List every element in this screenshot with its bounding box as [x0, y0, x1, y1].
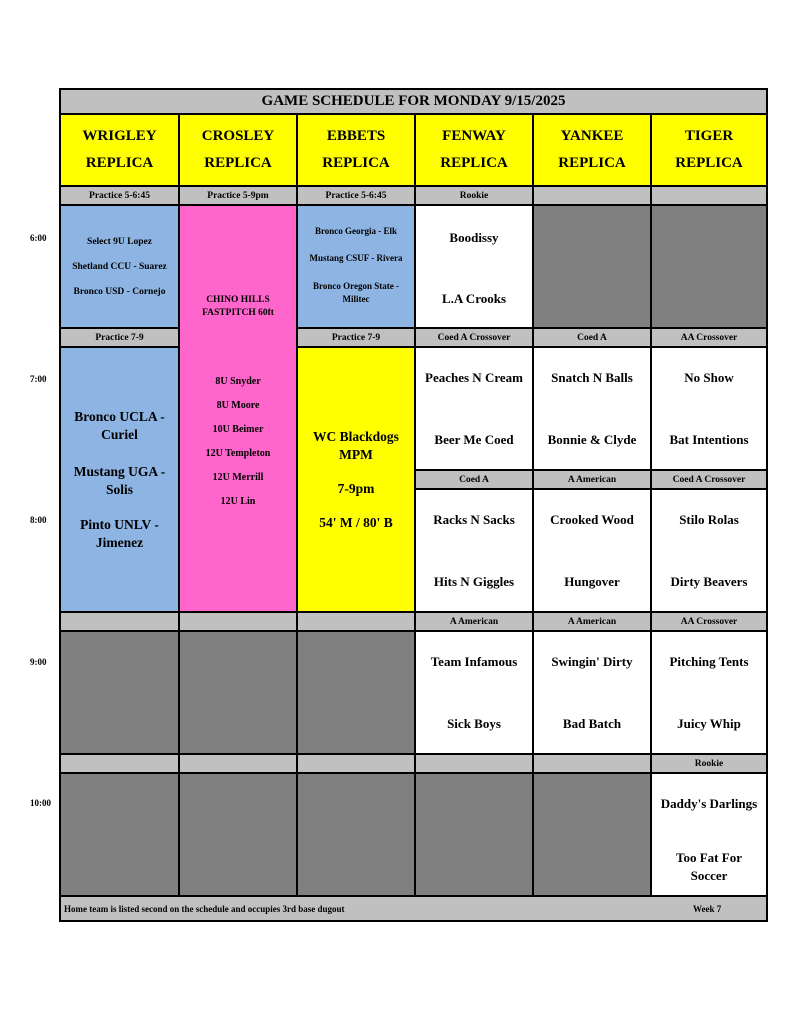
fenway-game-9 [415, 631, 533, 754]
visitor-team: No Show [684, 370, 734, 385]
slot-label: Coed A [415, 470, 533, 489]
home-team: Sick Boys [447, 716, 501, 731]
schedule-footer [60, 896, 767, 921]
time-label-6: 6:00 [30, 233, 47, 243]
team-entry: 12U Merrill [212, 472, 264, 483]
home-team: Bad Batch [562, 716, 622, 731]
field-sub: REPLICA [85, 155, 154, 171]
time-label-8: 8:00 [30, 515, 47, 525]
home-team: Juicy Whip [677, 716, 741, 731]
field-name: WRIGLEY [82, 128, 157, 144]
empty-slot [179, 631, 297, 754]
visitor-team: Team Infamous [430, 654, 518, 669]
empty-slot [179, 773, 297, 896]
team-entry: 12U Lin [220, 496, 256, 507]
yankee-game-7 [533, 347, 651, 470]
time-label-9: 9:00 [30, 657, 47, 667]
slot-label [297, 612, 415, 631]
slot-label [60, 612, 179, 631]
slot-label: AA Crossover [651, 328, 767, 347]
wrigley-practice-block-2 [60, 347, 179, 612]
empty-slot [297, 631, 415, 754]
home-team: Dirty Beavers [670, 574, 748, 589]
team-entry: Shetland CCU - Suarez [72, 261, 167, 272]
field-header-tiger [651, 114, 767, 186]
slot-label: Practice 7-9 [60, 328, 179, 347]
field-header-fenway [415, 114, 533, 186]
visitor-team: Racks N Sacks [433, 512, 515, 527]
time-range: 7-9pm [337, 481, 375, 496]
team-entry: Mustang CSUF - Rivera [309, 253, 403, 263]
field-sub: REPLICA [558, 155, 626, 171]
schedule-title: GAME SCHEDULE FOR MONDAY 9/15/2025 [60, 89, 767, 114]
slot-label: Rookie [651, 754, 767, 773]
slot-label [651, 186, 767, 205]
tiger-game-8 [651, 489, 767, 612]
team-entry: WC Blackdogs MPM [313, 429, 399, 462]
team-entry: Bronco Oregon State - Militec [313, 281, 399, 304]
field-sub: REPLICA [204, 155, 272, 171]
home-team: Hungover [564, 574, 620, 589]
fenway-game-7 [415, 347, 533, 470]
team-entry: Bronco USD - Cornejo [73, 286, 166, 297]
field-sub: REPLICA [322, 155, 390, 171]
slot-label: Coed A Crossover [415, 328, 533, 347]
field-name: FENWAY [442, 128, 506, 144]
slot-label [179, 612, 297, 631]
field-header-crosley [179, 114, 297, 186]
slot-label [297, 754, 415, 773]
home-team: Bonnie & Clyde [547, 432, 637, 447]
slot-label: Practice 5-6:45 [297, 186, 415, 205]
field-header-wrigley [60, 114, 179, 186]
visitor-team: Pitching Tents [669, 654, 749, 669]
fastpitch-title: CHINO HILLS FASTPITCH 60ft [202, 295, 274, 318]
empty-slot [60, 773, 179, 896]
field-dimensions: 54' M / 80' B [319, 515, 393, 530]
team-entry: Bronco Georgia - Elk [314, 226, 398, 236]
ebbets-practice-block [297, 205, 415, 328]
yankee-game-9 [533, 631, 651, 754]
home-team: L.A Crooks [441, 291, 507, 306]
team-entry: 8U Snyder [215, 376, 261, 387]
slot-label: Practice 5-9pm [179, 186, 297, 205]
slot-label [415, 754, 533, 773]
visitor-team: Boodissy [449, 230, 499, 245]
tiger-game-10 [651, 773, 767, 896]
field-name: CROSLEY [201, 128, 275, 144]
tiger-game-9 [651, 631, 767, 754]
visitor-team: Swingin' Dirty [551, 654, 633, 669]
team-entry: Bronco UCLA - Curiel [74, 409, 165, 442]
footer-note: Home team is listed second on the schedule and occupies 3rd base dugout [64, 904, 345, 914]
home-team: Beer Me Coed [434, 432, 514, 447]
field-name: YANKEE [560, 128, 624, 144]
slot-label: Coed A [533, 328, 651, 347]
slot-label: Practice 7-9 [297, 328, 415, 347]
slot-label [179, 754, 297, 773]
wrigley-practice-block [60, 205, 179, 328]
slot-label [533, 754, 651, 773]
tiger-game-7 [651, 347, 767, 470]
field-sub: REPLICA [440, 155, 508, 171]
visitor-team: Crooked Wood [550, 512, 634, 527]
ebbets-blackdogs-block [297, 347, 415, 612]
home-team: Bat Intentions [669, 432, 749, 447]
visitor-team: Stilo Rolas [679, 512, 739, 527]
slot-label: Rookie [415, 186, 533, 205]
time-label-10: 10:00 [30, 798, 51, 808]
home-team: Hits N Giggles [433, 574, 515, 589]
team-entry: 8U Moore [216, 400, 260, 411]
team-entry: 10U Beimer [212, 424, 264, 435]
empty-slot [533, 205, 651, 328]
slot-label: A American [533, 470, 651, 489]
visitor-team: Peaches N Cream [425, 370, 523, 385]
team-entry: Mustang UGA - Solis [73, 464, 166, 497]
week-label: Week 7 [693, 904, 722, 914]
field-name: TIGER [684, 128, 734, 144]
team-entry: 12U Templeton [205, 448, 271, 459]
empty-slot [651, 205, 767, 328]
crosley-fastpitch-block [179, 205, 297, 612]
field-header-yankee [533, 114, 651, 186]
fenway-game-8 [415, 489, 533, 612]
slot-label: AA Crossover [651, 612, 767, 631]
home-team: Too Fat For Soccer [676, 850, 742, 883]
slot-label [533, 186, 651, 205]
slot-label: Coed A Crossover [651, 470, 767, 489]
slot-label [60, 754, 179, 773]
empty-slot [415, 773, 533, 896]
team-entry: Select 9U Lopez [87, 236, 152, 247]
slot-label: A American [415, 612, 533, 631]
field-name: EBBETS [326, 128, 386, 144]
slot-label: A American [533, 612, 651, 631]
field-header-ebbets [297, 114, 415, 186]
visitor-team: Daddy's Darlings [660, 796, 758, 811]
fenway-game-6 [415, 205, 533, 328]
time-label-7: 7:00 [30, 374, 47, 384]
empty-slot [297, 773, 415, 896]
yankee-game-8 [533, 489, 651, 612]
team-entry: Pinto UNLV - Jimenez [80, 517, 159, 550]
visitor-team: Snatch N Balls [551, 370, 633, 385]
empty-slot [60, 631, 179, 754]
empty-slot [533, 773, 651, 896]
slot-label: Practice 5-6:45 [60, 186, 179, 205]
field-sub: REPLICA [675, 155, 743, 171]
